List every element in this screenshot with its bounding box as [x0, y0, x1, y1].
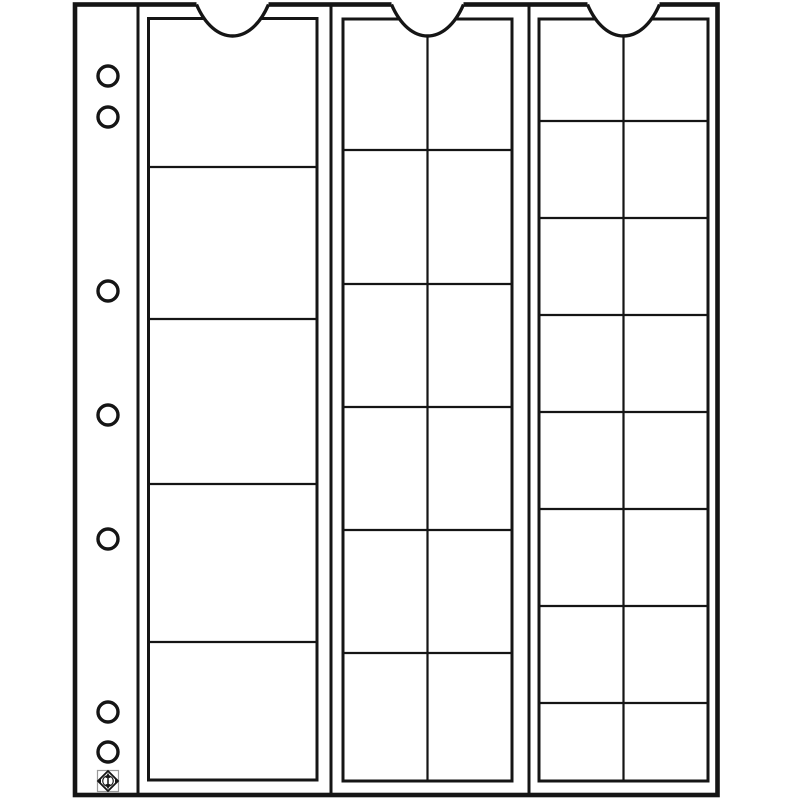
binder-hole [98, 405, 118, 425]
binder-hole [98, 529, 118, 549]
binder-hole [98, 66, 118, 86]
logo-left-point [98, 780, 101, 783]
page-outline [75, 5, 718, 796]
binder-hole [98, 702, 118, 722]
page-sheet [75, 5, 718, 796]
binder-hole [98, 107, 118, 127]
binder-hole [98, 742, 118, 762]
logo-right-point [115, 780, 118, 783]
binder-hole [98, 281, 118, 301]
brand-logo [98, 771, 119, 792]
